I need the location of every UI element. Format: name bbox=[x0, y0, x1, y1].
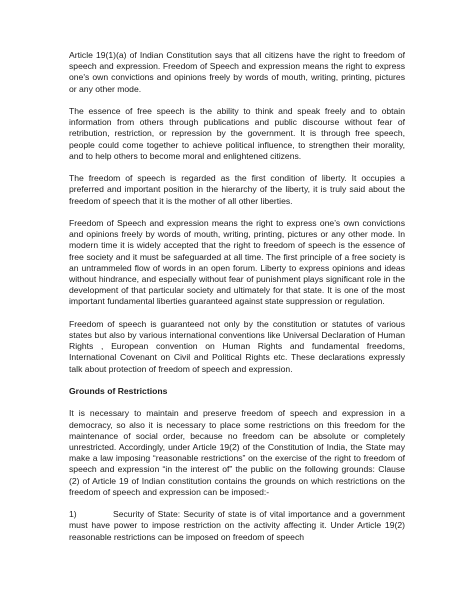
section-heading-grounds-of-restrictions: Grounds of Restrictions bbox=[69, 386, 168, 397]
document-body bbox=[69, 50, 405, 554]
paragraph-article-19: Article 19(1)(a) of Indian Constitution says that all citizens have the right to freedom of speech and expression. Freedom of Speech and expression means the right to express one's own convictions and opinions freely by words of mouth, writing, printing, pictures or any other mode. bbox=[69, 50, 405, 94]
list-item-security-of-state bbox=[69, 509, 405, 543]
paragraph-free-society: Freedom of Speech and expression means the right to express one’s own convictions and opinions freely by words of mouth, writing, printing, pictures or any other mode. In modern time it is widely accepted that the right to freedom of speech is the essence of free society and it must be safeguarded at all time. The first principle of a free society is an untrammeled flow of words in an open forum. Liberty to express opinions and ideas without hindrance, and especially without fear of punishment plays significant role in the development of that particular society and ultimately for that state. It is one of the most important fundamental liberties guaranteed against state suppression or regulation. bbox=[69, 218, 405, 307]
list-item-number: 1) bbox=[69, 509, 77, 520]
paragraph-grounds-intro: It is necessary to maintain and preserve freedom of speech and expression in a democracy, so also it is necessary to place some restrictions on this freedom for the maintenance of social order, because no freedom can be absolute or completely unrestricted. Accordingly, under Article 19(2) of the Constitution of India, the State may make a law imposing “reasonable restrictions” on the exercise of the right to freedom of speech and expression “in the interest of” the public on the following grounds: Clause (2) of Article 19 of Indian constitution contains the grounds on which restrictions on the freedom of speech and expression can be imposed:- bbox=[69, 408, 405, 497]
paragraph-international-conventions: Freedom of speech is guaranteed not only by the constitution or statutes of various states but also by various international conventions like Universal Declaration of Human Rights , European convention on Human Rights and fundamental freedoms, International Covenant on Civil and Political Rights etc. These declarations expressly talk about protection of freedom of speech and expression. bbox=[69, 318, 405, 374]
paragraph-first-condition-of-liberty: The freedom of speech is regarded as the first condition of liberty. It occupies a preferred and important position in the hierarchy of the liberty, it is truly said about the freedom of speech that it is the mother of all other liberties. bbox=[69, 173, 405, 206]
paragraph-essence-of-free-speech: The essence of free speech is the ability to think and speak freely and to obtain information from others through publications and public discourse without fear of retribution, restriction, or repression by the government. It is through free speech, people could come together to achieve political influence, to strengthen their morality, and to help others to become moral and enlightened citizens. bbox=[69, 106, 405, 161]
list-item-text: Security of State: Security of state is of vital importance and a government must have power to impose restriction on the activity affecting it. Under Article 19(2) reasonable restrictions can be imposed on freedom of speech bbox=[69, 509, 405, 542]
